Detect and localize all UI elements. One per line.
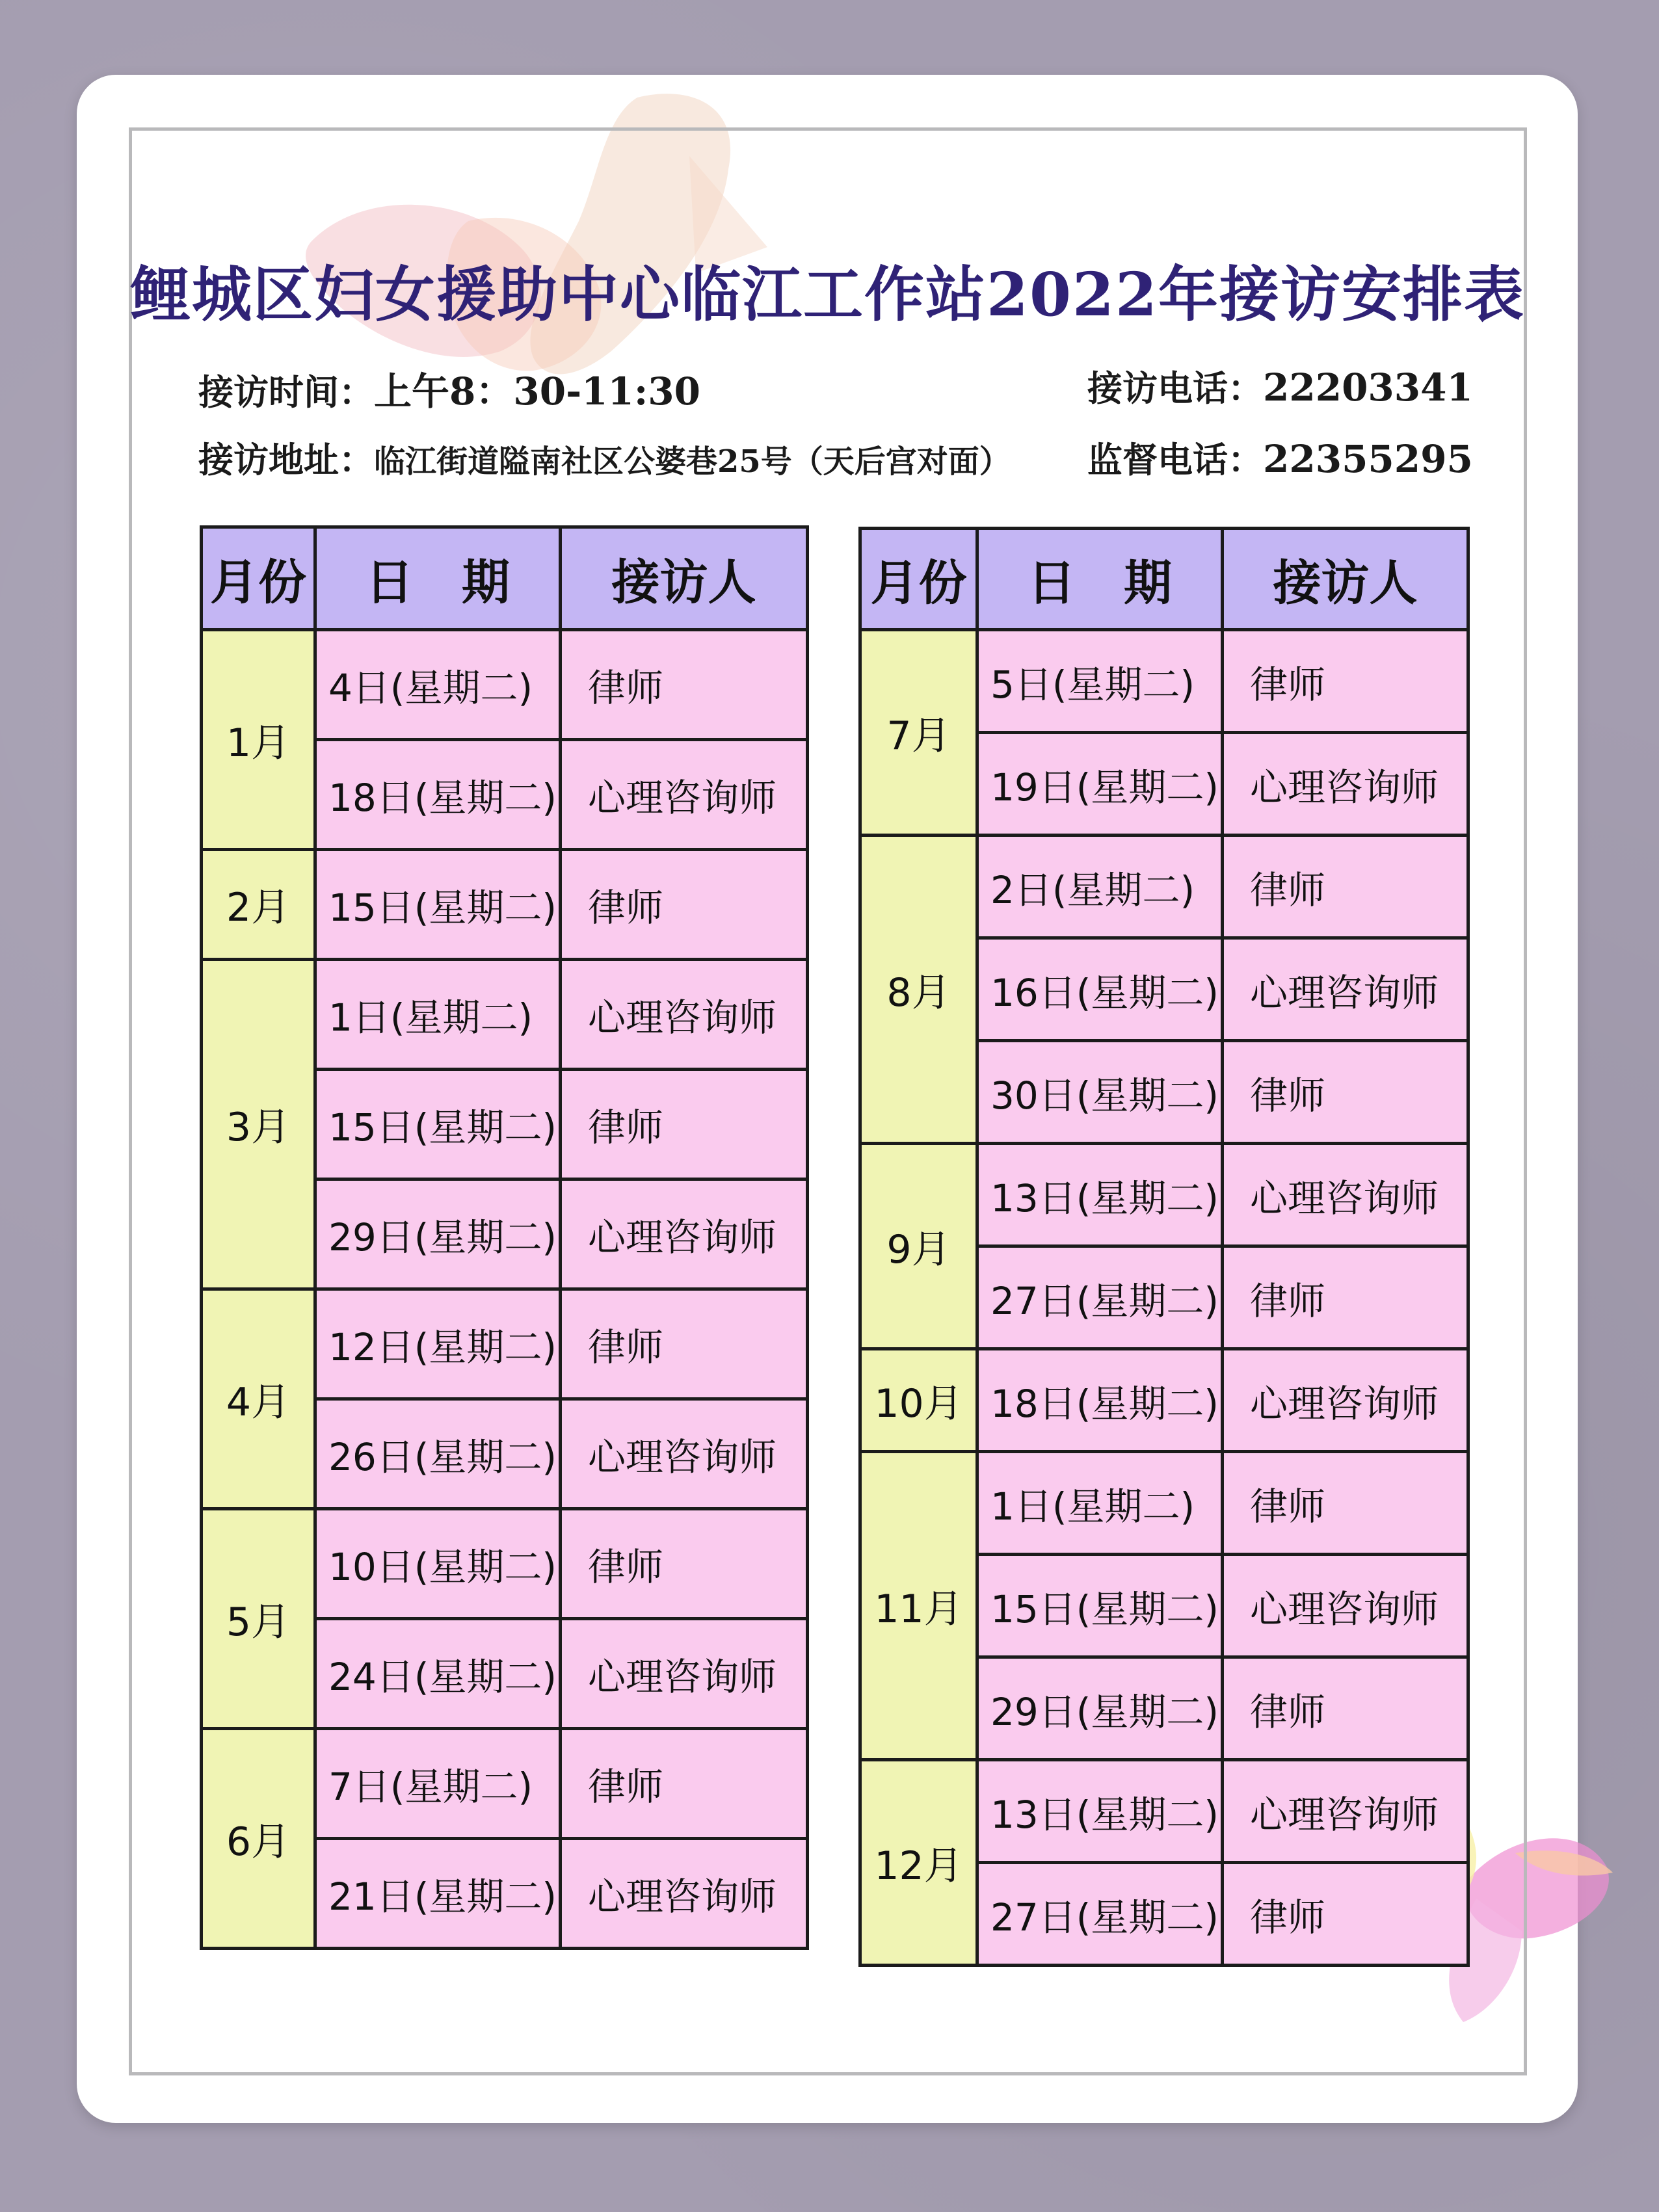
header-person: 接访人 [561,527,808,630]
person-cell: 律师 [1223,1657,1468,1760]
reception-phone [1087,361,1473,411]
date-cell: 15日(星期二) [315,850,561,960]
person-cell: 心理咨询师 [1223,1760,1468,1863]
person-cell: 心理咨询师 [561,740,808,850]
person-cell: 心理咨询师 [1223,1349,1468,1452]
person-cell: 律师 [1223,1452,1468,1555]
date-cell: 16日(星期二) [977,938,1223,1041]
date-cell: 4日(星期二) [315,630,561,740]
date-cell: 7日(星期二) [315,1729,561,1839]
person-cell: 律师 [561,1729,808,1839]
date-cell: 27日(星期二) [977,1246,1223,1349]
person-cell: 律师 [561,1509,808,1619]
month-cell: 5月 [202,1509,315,1729]
table-row [860,1452,1468,1555]
header-date: 日 期 [977,529,1223,630]
person-cell: 律师 [1223,1863,1468,1966]
table-header-row [860,529,1468,630]
date-cell: 26日(星期二) [315,1399,561,1509]
person-cell: 律师 [561,1070,808,1179]
date-cell: 29日(星期二) [315,1179,561,1289]
person-cell: 律师 [561,850,808,960]
header-date: 日 期 [315,527,561,630]
reception-address-label: 接访地址： [198,439,374,481]
person-cell: 律师 [1223,836,1468,938]
page-title: 鲤城区妇女援助中心临江工作站2022年接访安排表 [130,259,1526,330]
date-cell: 2日(星期二) [977,836,1223,938]
table-header-row [202,527,808,630]
month-cell: 3月 [202,960,315,1289]
month-cell: 6月 [202,1729,315,1949]
supervision-phone [1087,432,1473,482]
supervision-phone-value: 22355295 [1263,437,1473,481]
person-cell: 心理咨询师 [1223,733,1468,836]
person-cell: 心理咨询师 [561,960,808,1070]
month-cell: 10月 [860,1349,977,1452]
month-cell: 1月 [202,630,315,850]
person-cell: 心理咨询师 [561,1619,808,1729]
person-cell: 律师 [561,1289,808,1399]
date-cell: 19日(星期二) [977,733,1223,836]
date-cell: 1日(星期二) [977,1452,1223,1555]
month-cell: 12月 [860,1760,977,1966]
date-cell: 27日(星期二) [977,1863,1223,1966]
table-row [860,1349,1468,1452]
date-cell: 21日(星期二) [315,1839,561,1949]
header-month: 月份 [860,529,977,630]
table-row [202,1729,808,1839]
table-row [202,960,808,1070]
reception-address [198,432,1011,482]
header-month: 月份 [202,527,315,630]
date-cell: 15日(星期二) [977,1555,1223,1657]
table-row [202,1289,808,1399]
person-cell: 律师 [1223,630,1468,733]
person-cell: 心理咨询师 [561,1179,808,1289]
date-cell: 13日(星期二) [977,1144,1223,1246]
person-cell: 心理咨询师 [1223,938,1468,1041]
month-cell: 9月 [860,1144,977,1349]
reception-phone-label: 接访电话： [1087,367,1263,409]
table-row [860,1144,1468,1246]
table-row [860,1760,1468,1863]
date-cell: 10日(星期二) [315,1509,561,1619]
reception-phone-value: 22203341 [1263,365,1473,410]
person-cell: 律师 [1223,1041,1468,1144]
table-row [202,630,808,740]
reception-time-label: 接访时间： [198,371,374,413]
schedule-table-jan-jun [200,525,809,1950]
reception-address-value: 临江街道隘南社区公婆巷25号（天后宫对面） [374,443,1011,480]
table-row [202,1509,808,1619]
table-row [202,850,808,960]
table-row [860,836,1468,938]
person-cell: 心理咨询师 [561,1839,808,1949]
reception-time [198,361,700,415]
date-cell: 15日(星期二) [315,1070,561,1179]
date-cell: 18日(星期二) [315,740,561,850]
person-cell: 心理咨询师 [1223,1144,1468,1246]
month-cell: 7月 [860,630,977,836]
date-cell: 30日(星期二) [977,1041,1223,1144]
date-cell: 18日(星期二) [977,1349,1223,1452]
person-cell: 律师 [561,630,808,740]
person-cell: 律师 [1223,1246,1468,1349]
date-cell: 29日(星期二) [977,1657,1223,1760]
reception-time-value: 上午8：30-11:30 [374,369,700,414]
header-person: 接访人 [1223,529,1468,630]
date-cell: 5日(星期二) [977,630,1223,733]
month-cell: 11月 [860,1452,977,1760]
schedule-table-jul-dec [858,527,1470,1967]
date-cell: 13日(星期二) [977,1760,1223,1863]
month-cell: 2月 [202,850,315,960]
date-cell: 1日(星期二) [315,960,561,1070]
date-cell: 24日(星期二) [315,1619,561,1729]
month-cell: 8月 [860,836,977,1144]
person-cell: 心理咨询师 [1223,1555,1468,1657]
table-row [860,630,1468,733]
month-cell: 4月 [202,1289,315,1509]
date-cell: 12日(星期二) [315,1289,561,1399]
person-cell: 心理咨询师 [561,1399,808,1509]
supervision-phone-label: 监督电话： [1087,439,1263,481]
